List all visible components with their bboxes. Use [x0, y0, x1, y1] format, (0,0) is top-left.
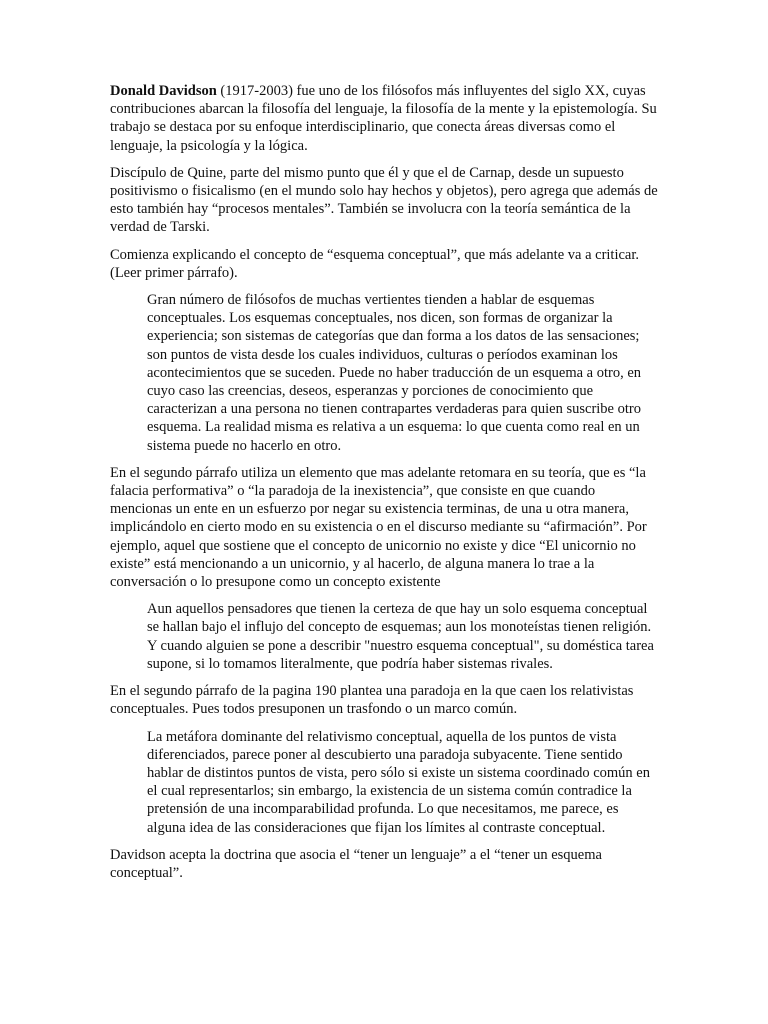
paragraph-conceptual-scheme: Comienza explicando el concepto de “esquema conceptual”, que más adelante va a criticar. (Leer primer párrafo).: [110, 246, 640, 281]
quote-dominant-metaphor: La metáfora dominante del relativismo conceptual, aquella de los puntos de vista diferenciados, parece poner al descubierto una paradoja subyacente. Tiene sentido hablar de distintos puntos de vista, pero sólo si existe un sistema coordinado común en el cual representarlos; sin embargo, la existencia de un sistema común contradice la pretensión de una incomparabilidad profunda. Lo que necesitamos, me parece, es alguna idea de las consideraciones que fijan los límites al contraste conceptual.: [147, 728, 650, 836]
paragraph-page-190: En el segundo párrafo de la pagina 190 plantea una paradoja en la que caen los relativistas conceptuales. Pues todos presuponen un trasfondo o un marco común.: [110, 683, 634, 718]
intro-paragraph: [110, 82, 658, 155]
quote-first-paragraph: Gran número de filósofos de muchas vertientes tienden a hablar de esquemas conceptuales. Los esquemas conceptuales, nos dicen, son formas de organizar la experiencia; son sistemas de categorías que dan forma a los datos de las sensaciones; son puntos de vista desde los cuales individuos, culturas o períodos examinan los acontecimientos que se suceden. Puede no haber traducción de un esquema a otro, en cuyo caso las creencias, deseos, esperanzas y porciones de conocimiento que caracterizan a una persona no tienen contrapartes verdaderas para quien suscribe otro esquema. La realidad misma es relativa a un esquema: lo que cuenta como real en un sistema puede no hacerlo en otro.: [147, 292, 642, 454]
author-name: Donald Davidson: [110, 83, 217, 99]
paragraph-quine: Discípulo de Quine, parte del mismo punto que él y que el de Carnap, desde un supuesto positivismo o fisicalismo (en el mundo solo hay hechos y objetos), pero agrega que además de esto también hay “procesos mentales”. También se involucra con la teoría semántica de la verdad de Tarski.: [110, 164, 658, 236]
intro-text: (1917-2003) fue uno de los filósofos más influyentes del siglo XX, cuyas contribuciones abarcan la filosofía del lenguaje, la filosofía de la mente y la epistemología. Su trabajo se destaca por su enfoque interdisciplinario, que conecta áreas diversas como el lenguaje, la psicología y la lógica.: [110, 83, 657, 154]
paragraph-performative-fallacy: En el segundo párrafo utiliza un elemento que mas adelante retomara en su teoría, que es “la falacia performativa” o “la paradoja de la inexistencia”, que consiste en que cuando mencionas un ente en un esfuerzo por negar su existencia terminas, de una u otra manera, implicándolo en cierto modo en su existencia o en el discurso mediante su “afirmación”. Por ejemplo, aquel que sostiene que el concepto de unicornio no existe y dice “El unicornio no existe” está mencionando a un unicornio, y al hacerlo, de alguna manera lo trae a la conversación o lo presupone como un concepto existente: [110, 464, 647, 591]
quote-monotheists: Aun aquellos pensadores que tienen la certeza de que hay un solo esquema conceptual se hallan bajo el influjo del concepto de esquemas; aun los monoteístas tienen religión. Y cuando alguien se pone a describir "nuestro esquema conceptual", su doméstica tarea supone, si lo tomamos literalmente, que podría haber sistemas rivales.: [147, 601, 654, 672]
paragraph-language-scheme: Davidson acepta la doctrina que asocia el “tener un lenguaje” a el “tener un esquema conceptual”.: [110, 846, 602, 881]
